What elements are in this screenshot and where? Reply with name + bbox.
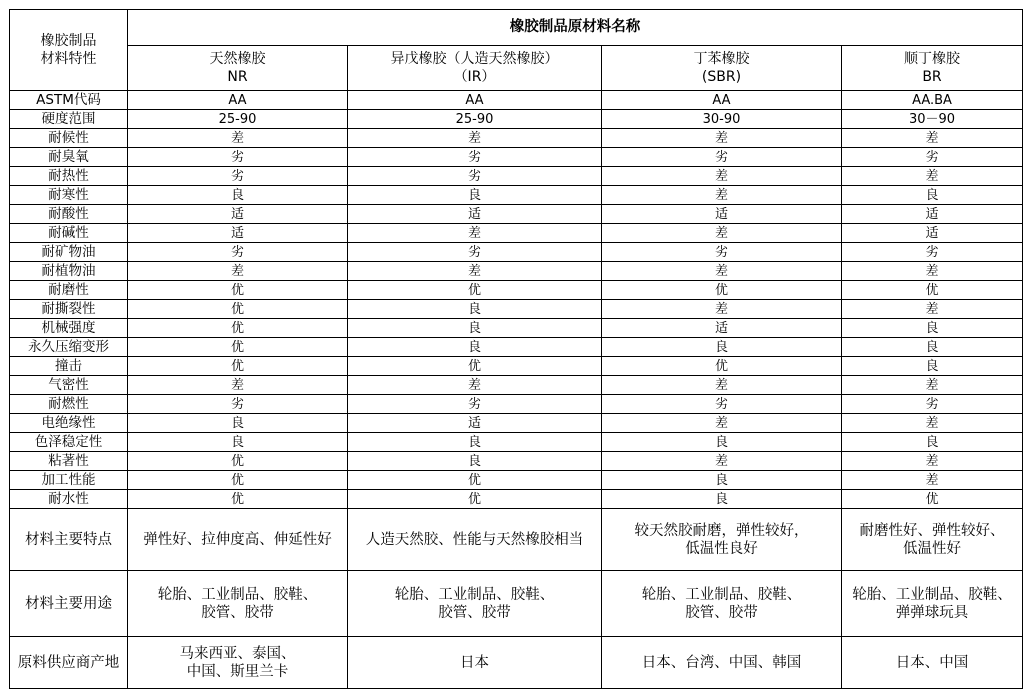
row-label: 硬度范围 xyxy=(10,110,128,129)
uses-cell-nr xyxy=(128,571,348,637)
rating-cell-sbr: 差 xyxy=(602,224,842,243)
rating-cell-sbr: 差 xyxy=(602,414,842,433)
rating-cell-sbr: 良 xyxy=(602,471,842,490)
table-row xyxy=(10,205,1023,224)
table-row xyxy=(10,376,1023,395)
rating-cell-nr: 优 xyxy=(128,452,348,471)
row-label: 耐热性 xyxy=(10,167,128,186)
rating-cell-ir: 优 xyxy=(348,281,602,300)
rating-cell-br: 差 xyxy=(842,376,1023,395)
rating-cell-sbr: 差 xyxy=(602,167,842,186)
title-row xyxy=(10,10,1023,46)
rating-cell-ir: 优 xyxy=(348,490,602,509)
column-header-row xyxy=(10,46,1023,91)
uses-line: 轮胎、工业制品、胶鞋、 xyxy=(641,586,802,603)
column-header-br xyxy=(842,46,1023,91)
rating-cell-br: 差 xyxy=(842,262,1023,281)
row-label: 耐矿物油 xyxy=(10,243,128,262)
table-row xyxy=(10,490,1023,509)
rating-cell-ir: 良 xyxy=(348,433,602,452)
features-cell-sbr xyxy=(602,509,842,571)
rating-cell-nr: 优 xyxy=(128,357,348,376)
row-label: 加工性能 xyxy=(10,471,128,490)
rating-cell-nr: 优 xyxy=(128,338,348,357)
column-name: 顺丁橡胶 xyxy=(904,51,960,67)
rating-cell-sbr: 差 xyxy=(602,262,842,281)
table-row xyxy=(10,300,1023,319)
features-line: 较天然胶耐磨，弹性较好， xyxy=(634,522,809,539)
table-body xyxy=(10,10,1023,689)
origin-line: 日本、中国 xyxy=(895,654,969,671)
features-cell-br xyxy=(842,509,1023,571)
rating-cell-nr: AA xyxy=(128,91,348,110)
rating-cell-sbr: 优 xyxy=(602,357,842,376)
features-line: 低温性好 xyxy=(903,540,961,557)
rating-cell-ir: 优 xyxy=(348,357,602,376)
uses-cell-sbr xyxy=(602,571,842,637)
row-label: 耐臭氧 xyxy=(10,148,128,167)
rating-cell-br: 30－90 xyxy=(842,110,1023,129)
rating-cell-ir: 良 xyxy=(348,319,602,338)
column-header-nr xyxy=(128,46,348,91)
rating-cell-nr: 劣 xyxy=(128,167,348,186)
table-row xyxy=(10,452,1023,471)
rubber-materials-table-container xyxy=(9,9,1023,689)
rating-cell-ir: 劣 xyxy=(348,395,602,414)
features-line: 人造天然胶、性能与天然橡胶相当 xyxy=(365,531,584,548)
row-label: 电绝缘性 xyxy=(10,414,128,433)
features-line: 耐磨性好、弹性较好、 xyxy=(859,522,1005,539)
rating-cell-sbr: 差 xyxy=(602,186,842,205)
rating-cell-nr: 优 xyxy=(128,490,348,509)
uses-line: 胶管、胶带 xyxy=(201,604,274,621)
rating-cell-sbr: 30-90 xyxy=(602,110,842,129)
rating-cell-ir: AA xyxy=(348,91,602,110)
rating-cell-br: 差 xyxy=(842,414,1023,433)
row-label: 耐候性 xyxy=(10,129,128,148)
rating-cell-nr: 优 xyxy=(128,281,348,300)
rating-cell-ir: 适 xyxy=(348,205,602,224)
origin-cell-nr xyxy=(128,637,348,689)
row-label: 气密性 xyxy=(10,376,128,395)
rating-cell-br: AA.BA xyxy=(842,91,1023,110)
rating-cell-nr: 优 xyxy=(128,300,348,319)
table-row xyxy=(10,319,1023,338)
column-code: NR xyxy=(227,69,248,85)
rating-cell-br: 劣 xyxy=(842,148,1023,167)
rating-cell-sbr: 劣 xyxy=(602,243,842,262)
table-row xyxy=(10,129,1023,148)
rating-cell-nr: 劣 xyxy=(128,243,348,262)
table-row xyxy=(10,357,1023,376)
rating-cell-sbr: AA xyxy=(602,91,842,110)
rating-cell-sbr: 差 xyxy=(602,452,842,471)
table-row xyxy=(10,414,1023,433)
rating-cell-br: 差 xyxy=(842,452,1023,471)
features-line: 低温性良好 xyxy=(685,540,758,557)
rating-cell-br: 适 xyxy=(842,224,1023,243)
rating-cell-sbr: 良 xyxy=(602,338,842,357)
origin-cell-sbr xyxy=(602,637,842,689)
column-code: (SBR) xyxy=(701,69,742,85)
rating-cell-sbr: 良 xyxy=(602,433,842,452)
rating-cell-br: 良 xyxy=(842,433,1023,452)
rating-cell-br: 适 xyxy=(842,205,1023,224)
origin-line: 日本 xyxy=(460,654,489,671)
rating-cell-nr: 劣 xyxy=(128,148,348,167)
uses-line: 轮胎、工业制品、胶鞋、 xyxy=(157,586,318,603)
rating-cell-br: 良 xyxy=(842,186,1023,205)
uses-line: 胶管、胶带 xyxy=(685,604,758,621)
column-name: 丁苯橡胶 xyxy=(693,51,750,67)
table-row xyxy=(10,186,1023,205)
origin-cell-ir xyxy=(348,637,602,689)
row-label: 耐植物油 xyxy=(10,262,128,281)
column-name: 天然橡胶 xyxy=(209,51,266,67)
rating-cell-nr: 适 xyxy=(128,224,348,243)
rating-cell-br: 差 xyxy=(842,129,1023,148)
row-label: 耐燃性 xyxy=(10,395,128,414)
row-label: 耐磨性 xyxy=(10,281,128,300)
features-label: 材料主要特点 xyxy=(10,509,128,571)
table-row xyxy=(10,167,1023,186)
uses-line: 轮胎、工业制品、胶鞋、 xyxy=(852,586,1012,603)
rating-cell-ir: 劣 xyxy=(348,148,602,167)
rating-cell-ir: 劣 xyxy=(348,167,602,186)
row-label: 耐碱性 xyxy=(10,224,128,243)
row-label: ASTM代码 xyxy=(10,91,128,110)
rating-cell-nr: 良 xyxy=(128,414,348,433)
row-label: 粘著性 xyxy=(10,452,128,471)
rating-cell-ir: 适 xyxy=(348,414,602,433)
rating-cell-br: 差 xyxy=(842,300,1023,319)
rating-cell-nr: 差 xyxy=(128,262,348,281)
column-code: （IR） xyxy=(453,69,496,85)
rating-cell-br: 差 xyxy=(842,167,1023,186)
row-label: 耐酸性 xyxy=(10,205,128,224)
rating-cell-sbr: 差 xyxy=(602,376,842,395)
rating-cell-nr: 差 xyxy=(128,129,348,148)
rating-cell-br: 劣 xyxy=(842,243,1023,262)
row-label: 色泽稳定性 xyxy=(10,433,128,452)
rating-cell-sbr: 适 xyxy=(602,205,842,224)
rating-cell-nr: 优 xyxy=(128,319,348,338)
origin-line: 马来西亚、泰国、 xyxy=(179,645,296,662)
features-cell-nr xyxy=(128,509,348,571)
table-row xyxy=(10,243,1023,262)
origin-row xyxy=(10,637,1023,689)
origin-line: 中国、斯里兰卡 xyxy=(186,663,289,680)
rating-cell-ir: 良 xyxy=(348,338,602,357)
rating-cell-sbr: 劣 xyxy=(602,395,842,414)
row-label: 耐寒性 xyxy=(10,186,128,205)
origin-label: 原料供应商产地 xyxy=(10,637,128,689)
table-row xyxy=(10,148,1023,167)
features-line: 弹性好、拉伸度高、伸延性好 xyxy=(143,531,332,548)
rating-cell-ir: 差 xyxy=(348,262,602,281)
table-row xyxy=(10,262,1023,281)
uses-line: 胶管、胶带 xyxy=(438,604,511,621)
uses-label: 材料主要用途 xyxy=(10,571,128,637)
table-row xyxy=(10,281,1023,300)
rating-cell-nr: 劣 xyxy=(128,395,348,414)
column-header-ir xyxy=(348,46,602,91)
rating-cell-br: 优 xyxy=(842,281,1023,300)
rating-cell-sbr: 劣 xyxy=(602,148,842,167)
features-cell-ir xyxy=(348,509,602,571)
table-row xyxy=(10,433,1023,452)
table-row xyxy=(10,395,1023,414)
table-row xyxy=(10,110,1023,129)
rating-cell-nr: 适 xyxy=(128,205,348,224)
origin-cell-br xyxy=(842,637,1023,689)
rating-cell-ir: 良 xyxy=(348,452,602,471)
uses-line: 轮胎、工业制品、胶鞋、 xyxy=(394,586,555,603)
features-row xyxy=(10,509,1023,571)
uses-cell-br xyxy=(842,571,1023,637)
rating-cell-ir: 优 xyxy=(348,471,602,490)
column-name: 异戊橡胶（人造天然橡胶） xyxy=(390,51,559,67)
rating-cell-nr: 良 xyxy=(128,433,348,452)
row-label: 耐撕裂性 xyxy=(10,300,128,319)
rating-cell-nr: 良 xyxy=(128,186,348,205)
rating-cell-ir: 劣 xyxy=(348,243,602,262)
table-row xyxy=(10,338,1023,357)
table-row xyxy=(10,224,1023,243)
rating-cell-br: 良 xyxy=(842,319,1023,338)
rating-cell-sbr: 差 xyxy=(602,129,842,148)
rating-cell-nr: 25-90 xyxy=(128,110,348,129)
column-code: BR xyxy=(922,69,942,85)
rating-cell-sbr: 优 xyxy=(602,281,842,300)
rating-cell-br: 劣 xyxy=(842,395,1023,414)
row-label: 机械强度 xyxy=(10,319,128,338)
table-row xyxy=(10,91,1023,110)
row-label: 永久压缩变形 xyxy=(10,338,128,357)
uses-line: 弹弹球玩具 xyxy=(895,604,969,621)
rating-cell-nr: 优 xyxy=(128,471,348,490)
rating-cell-ir: 25-90 xyxy=(348,110,602,129)
row-label: 耐水性 xyxy=(10,490,128,509)
rating-cell-ir: 良 xyxy=(348,186,602,205)
rating-cell-br: 良 xyxy=(842,338,1023,357)
uses-row xyxy=(10,571,1023,637)
rubber-materials-table xyxy=(9,9,1023,689)
rating-cell-ir: 差 xyxy=(348,376,602,395)
column-header-sbr xyxy=(602,46,842,91)
row-label: 撞击 xyxy=(10,357,128,376)
rating-cell-sbr: 适 xyxy=(602,319,842,338)
rating-cell-br: 差 xyxy=(842,471,1023,490)
rating-cell-br: 优 xyxy=(842,490,1023,509)
uses-cell-ir xyxy=(348,571,602,637)
rating-cell-ir: 良 xyxy=(348,300,602,319)
table-row xyxy=(10,471,1023,490)
rating-cell-ir: 差 xyxy=(348,224,602,243)
table-title: 橡胶制品原材料名称 xyxy=(128,10,1023,46)
rating-cell-sbr: 良 xyxy=(602,490,842,509)
corner-header-cell xyxy=(10,10,128,91)
rating-cell-ir: 差 xyxy=(348,129,602,148)
rating-cell-br: 良 xyxy=(842,357,1023,376)
origin-line: 日本、台湾、中国、韩国 xyxy=(641,654,802,671)
corner-line-2: 材料特性 xyxy=(40,51,97,67)
rating-cell-sbr: 差 xyxy=(602,300,842,319)
corner-line-1: 橡胶制品 xyxy=(40,33,97,49)
rating-cell-nr: 差 xyxy=(128,376,348,395)
